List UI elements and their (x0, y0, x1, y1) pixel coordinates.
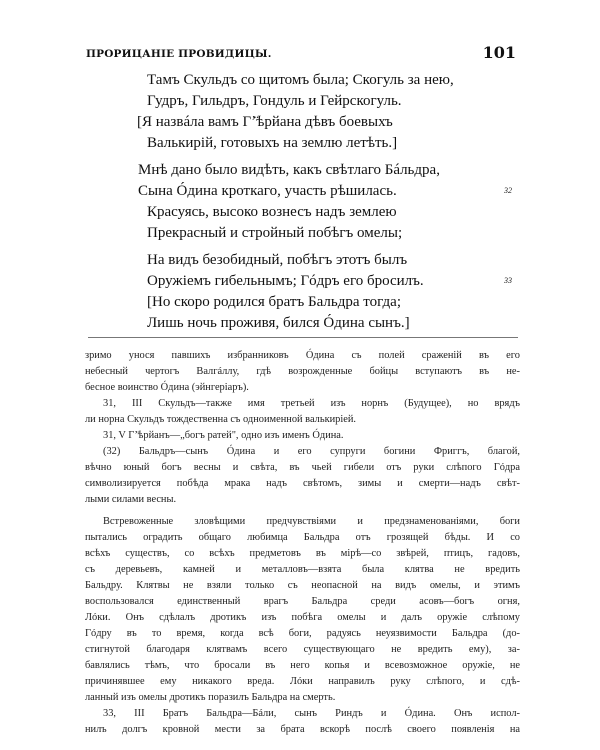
note-line: Встревоженные зловѣщими предчувствіями и предзнаменованіями, боги (103, 516, 520, 527)
stanza-3 (147, 250, 424, 334)
verse-line: Тамъ Скульдъ со щитомъ была; Скогуль за нею, (147, 72, 454, 88)
note-line: съ деревьевъ, камней и металловъ—взята была клятва не вредить (85, 564, 520, 575)
page-number: 101 (482, 43, 516, 62)
note-line: символизируется побѣда мрака надъ свѣтомъ, зимы и смерти—надъ свѣт- (85, 478, 520, 489)
verse-line: [Но скоро родился братъ Бальдра тогда; (147, 294, 401, 310)
note-line: воспользовался единственный врагъ Бальдра среди асовъ—богъ огня, (85, 596, 520, 607)
verse-line: На видъ безобидный, побѣгъ этотъ былъ (147, 252, 408, 268)
note-line: Лóки. Онъ сдѣлалъ дротикъ изъ побѣга омелы и далъ оружіе слѣпому (85, 612, 520, 623)
verse-line: Сына Óдина кроткаго, участь рѣшилась. (138, 183, 397, 199)
note-line: 33, III Братъ Бальдра—Бáли, сынъ Риндъ и Óдина. Онъ испол- (103, 708, 520, 719)
note-line: небесный чертогъ Валгáллу, гдѣ возрожденные бойцы вступаютъ въ не- (85, 366, 520, 377)
note-line: вѣчно юный богъ весны и свѣта, въ чьей гибели отъ руки слѣпого Гóдра (85, 462, 520, 473)
stanza-number: 32 (504, 186, 512, 195)
note-line: лыми силами весны. (85, 494, 177, 505)
footnote-divider (88, 337, 518, 338)
note-line: 31, V Гʼ̈ѣрйанъ—„богъ ратей", одно изъ именъ Óдина. (103, 430, 344, 441)
commentary (85, 348, 520, 738)
verse-line: Лишь ночь проживя, бился Óдина сынъ.] (147, 315, 410, 331)
note-line: всѣхъ существъ, со всѣхъ предметовъ въ мірѣ—со звѣрей, птицъ, гадовъ, (85, 548, 520, 559)
verse-line: Прекрасный и стройный побѣгъ омелы; (147, 225, 403, 241)
note-line: 31, III Скульдъ—также имя третьей изъ норнъ (Будущее), но врядъ (103, 398, 520, 409)
note-line: причинявшее ему никакого вреда. Лóки направилъ руку слѣпого, и сдѣ- (85, 676, 520, 687)
running-title: ПРОРИЦАНІЕ ПРОВИДИЦЫ. (86, 48, 272, 60)
verse-line: Оружіемъ гибельнымъ; Гóдръ его бросилъ. (147, 273, 424, 289)
verse-line: Красуясь, высоко вознесъ надъ землею (147, 204, 397, 220)
stanza-number: 33 (504, 276, 512, 285)
note-line: Гóдру въ то время, когда всѣ боги, радуясь неуязвимости Бальдра (до- (85, 628, 520, 639)
note-line: ланный изъ омелы дротикъ поразилъ Бальдра на смерть. (85, 692, 336, 703)
note-line: Бальдру. Клятвы не взяли только съ неопасной на видъ омелы, и этимъ (85, 580, 520, 591)
running-header (84, 44, 516, 66)
note-line: нилъ долгъ кровной мести за брата вскорѣ послѣ своего появленія на (85, 724, 520, 735)
note-line: стигнутой благодаря клятвамъ всего существующаго не вредить ему), за- (85, 644, 520, 655)
verse-line: [Я назвáла вамъ Гʼ̈ѣрйана дѣвъ боевыхъ (137, 114, 393, 130)
note-line: ли норна Скульдъ тождественна съ одноименной валькиріей. (85, 414, 357, 425)
stanza-1 (137, 70, 454, 154)
stanza-2 (138, 160, 440, 244)
note-line: зримо унося павшихъ избранниковъ Óдина съ полей сраженій въ его (85, 350, 520, 361)
note-line: бавлялись тѣмъ, что бросали въ него копья и всевозможное оружіе, не (85, 660, 520, 671)
note-line: бесное воинство Óдина (эйнгеріаръ). (85, 382, 249, 393)
note-line: пытались оградить общаго любимца Бальдра отъ грозящей бѣды. И со (85, 532, 520, 543)
verse-line: Гудръ, Гильдръ, Гондуль и Гейрскогуль. (147, 93, 402, 109)
verse-line: Мнѣ дано было видѣть, какъ свѣтлаго Бáльдра, (138, 162, 440, 178)
note-line: (32) Бальдръ—сынъ Óдина и его супруги богини Фриггъ, благой, (103, 446, 520, 457)
verse-line: Валькирій, готовыхъ на землю летѣть.] (147, 135, 398, 151)
